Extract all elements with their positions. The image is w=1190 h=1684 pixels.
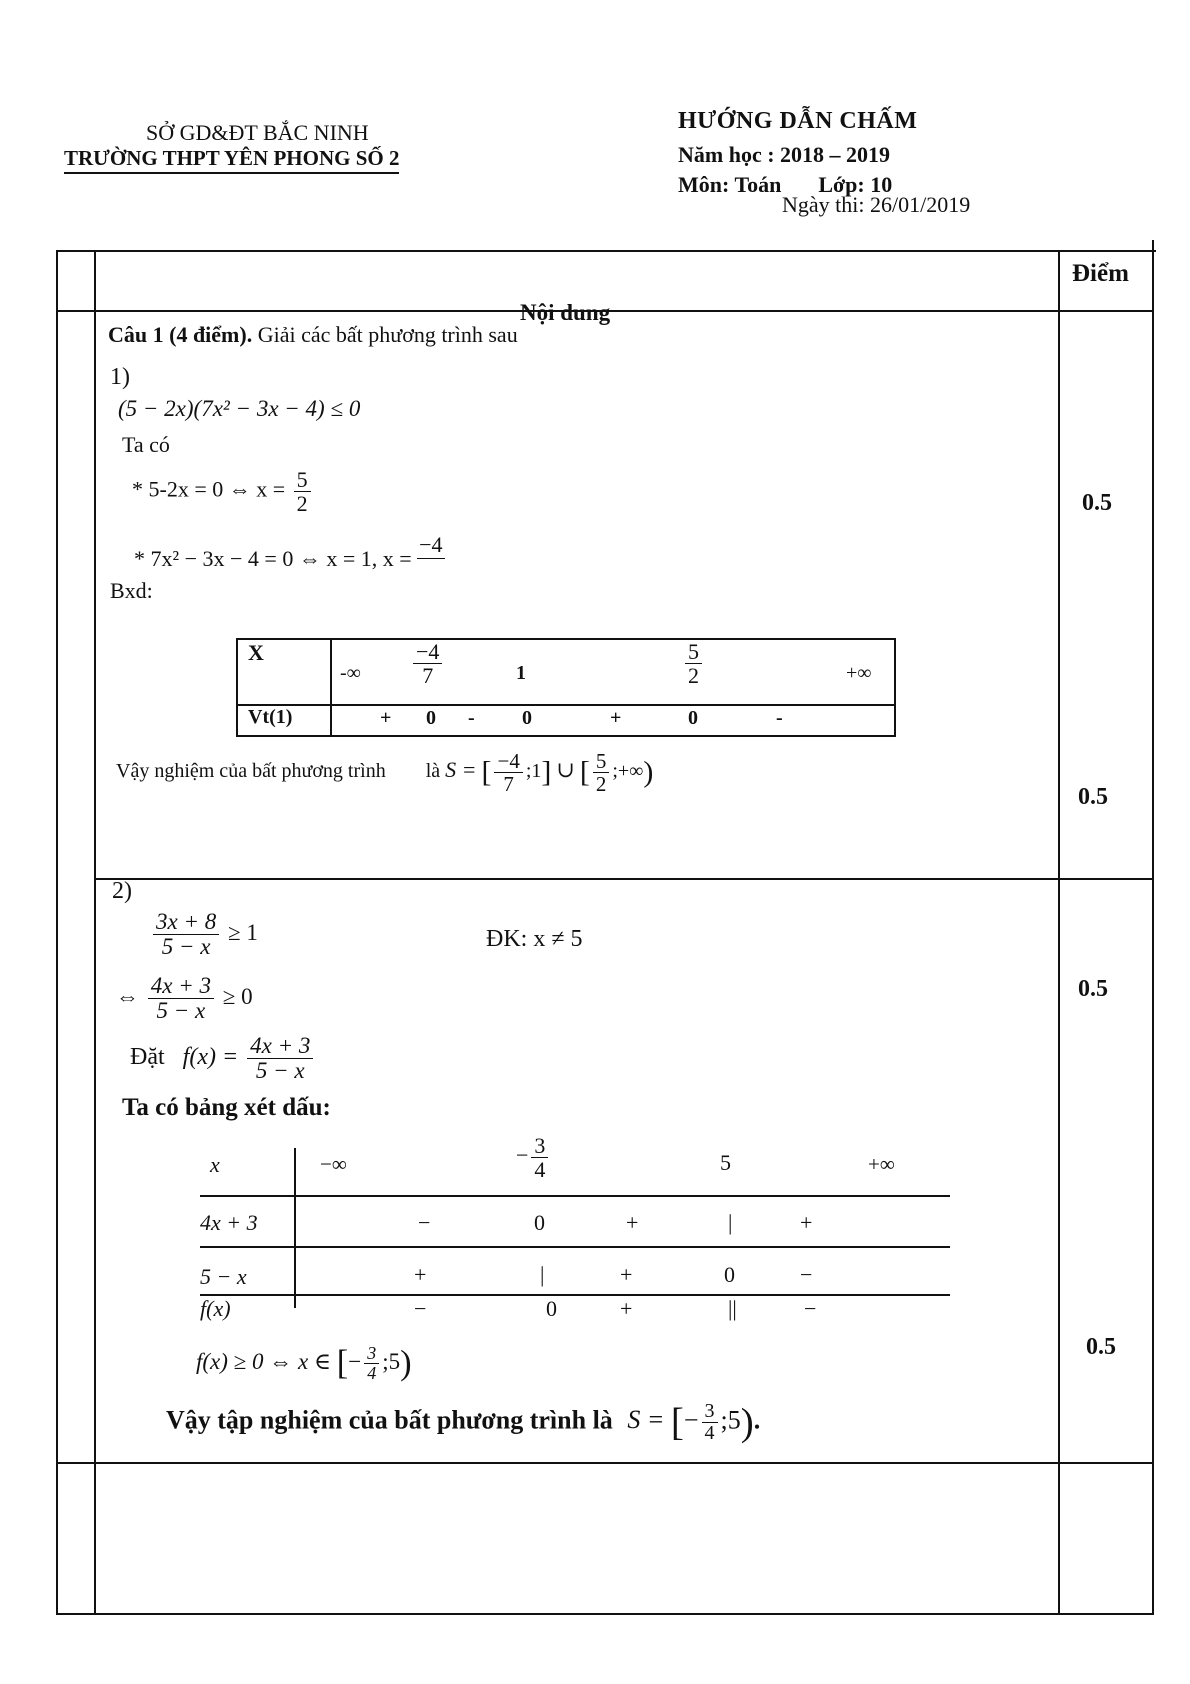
st2-root1-num: 3 (531, 1134, 548, 1158)
ineq-num: 3x + 8 (153, 910, 219, 935)
st2-row2-cell: − (800, 1262, 813, 1287)
part2-table-intro: Ta có bảng xét dấu: (122, 1094, 331, 1121)
department-name: SỞ GD&ĐT BẮC NINH (146, 120, 369, 145)
st2-row1-cell: | (728, 1210, 733, 1235)
part2-result: f(x) ≥ 0 ⇔ x ∈ [− $\frac{3}{4}$ ;5) (196, 1343, 412, 1383)
sign-table-1 (236, 638, 896, 738)
part1-score-b: 0.5 (1078, 784, 1108, 810)
st2-row3-cell: − (804, 1296, 817, 1321)
st2-x-label: x (210, 1152, 220, 1177)
st2-root1-den: 4 (534, 1157, 546, 1183)
st1-pos-inf: +∞ (846, 662, 872, 684)
question1-instruction: Giải các bất phương trình sau (257, 322, 518, 347)
eq2-num: 4x + 3 (148, 974, 214, 999)
st2-pos-inf: +∞ (868, 1152, 895, 1176)
content-header: Nội dung (520, 300, 611, 325)
eq2-den: 5 − x (156, 998, 206, 1024)
part1-s-num2: 5 (593, 750, 610, 773)
question-divider (56, 1462, 1154, 1464)
subject-value: Toán (734, 172, 782, 197)
st1-root1-num: −4 (413, 640, 442, 664)
part1-step2 (134, 532, 445, 572)
dat-label: Đặt (130, 1044, 165, 1071)
st2-neg-inf: −∞ (320, 1152, 347, 1176)
grade-value: 10 (870, 172, 893, 197)
st2-root1 (516, 1134, 551, 1181)
st1-vt-label: Vt(1) (248, 706, 293, 728)
st2-row1-cell: + (800, 1210, 813, 1235)
step1-num: 5 (294, 468, 311, 492)
part1-s-den2: 2 (595, 772, 607, 797)
st1-root2: 1 (516, 662, 526, 684)
part2-condition: ĐK: x ≠ 5 (486, 926, 583, 952)
step1-left: * 5-2x = 0 ⇔ x = (132, 476, 286, 502)
score-header: Điểm (1072, 260, 1129, 287)
part1-set-lhs: S = (445, 757, 477, 783)
conclusion-paren-close: ) (740, 1401, 754, 1444)
st1-root1-den: 7 (422, 663, 434, 689)
part2-equivalent (116, 974, 253, 1023)
st1-sign: + (610, 707, 622, 729)
conclusion-bracket-open: [ (670, 1401, 684, 1444)
result-left: f(x) ≥ 0 ⇔ x ∈ (196, 1348, 332, 1374)
equiv-symbol: ⇔ (116, 983, 139, 1009)
st2-row2-cell: + (414, 1262, 427, 1287)
st1-sign: 0 (522, 707, 532, 729)
conclusion-den: 4 (704, 1422, 715, 1444)
st2-root1-prefix: − (516, 1142, 529, 1168)
part1-conclusion (116, 750, 653, 795)
part1-label: 1) (110, 364, 130, 390)
exam-date (782, 192, 970, 218)
part1-conclusion-text: Vậy nghiệm của bất phương trình (116, 760, 386, 783)
conclusion-num: 3 (702, 1401, 718, 1423)
subject-label: Môn: (678, 172, 730, 197)
part2-conclusion-set: S = (627, 1405, 665, 1435)
part1-ta-co: Ta có (122, 432, 170, 457)
part1-score-a: 0.5 (1082, 490, 1112, 516)
school-year-value: 2018 – 2019 (780, 142, 891, 167)
part1-s-den1: 7 (503, 772, 514, 797)
step2-text: * 7x² − 3x − 4 = 0 ⇔ x = 1, x = (134, 546, 412, 571)
st2-row2-label: 5 − x (200, 1264, 247, 1289)
part1-s-num1: −4 (494, 750, 522, 773)
part2-score-a: 0.5 (1078, 976, 1108, 1002)
step1-den: 2 (296, 491, 308, 517)
table-bottom-border (56, 1613, 1154, 1615)
st1-sign: - (468, 707, 475, 729)
part1-s-end: ;+∞ (612, 760, 644, 783)
table-top-border (56, 250, 1156, 252)
st1-root3-num: 5 (685, 640, 702, 664)
st2-row2-cell: + (620, 1262, 633, 1287)
st1-neg-inf: -∞ (340, 662, 361, 684)
part2-conclusion: Vậy tập nghiệm của bất phương trình là S = [− $\frac{3}{4}$ ;5). (166, 1400, 761, 1444)
st2-row3-cell: || (728, 1296, 737, 1321)
st2-row2-cell: | (540, 1262, 545, 1287)
st2-row3-label: f(x) (200, 1296, 231, 1321)
part2-conclusion-text: Vậy tập nghiệm của bất phương trình là (166, 1405, 613, 1435)
st1-root3-den: 2 (688, 663, 699, 689)
result-num: 3 (364, 1344, 379, 1364)
school-year (678, 142, 890, 168)
st2-row3-cell: − (414, 1296, 427, 1321)
part2-score-b: 0.5 (1086, 1334, 1116, 1360)
eq2-rhs: ≥ 0 (222, 983, 253, 1009)
part1-s-union: ∪ (556, 757, 575, 783)
table-inner-left-border (94, 250, 96, 1615)
paren-close-right: ) (643, 755, 654, 789)
ineq-den: 5 − x (161, 934, 211, 960)
st2-row1-label: 4x + 3 (200, 1210, 258, 1235)
part1-s-mid: ;1 (525, 760, 542, 783)
step1-fraction (294, 468, 311, 515)
exam-date-label: Ngày thi: (782, 192, 865, 217)
grade-label: Lớp: (818, 172, 865, 197)
bracket-open-left: [ (481, 755, 492, 789)
exam-date-value: 26/01/2019 (870, 192, 971, 217)
bracket-close-left: ] (541, 755, 552, 789)
st1-sign: + (380, 707, 392, 729)
table-right-border (1152, 240, 1154, 1615)
step2-num: −4 (419, 532, 443, 557)
st1-sign: - (776, 707, 783, 729)
table-left-border (56, 250, 58, 1615)
part2-inequality (150, 910, 258, 959)
sign-table-2 (200, 1134, 950, 1324)
st2-row1-cell: 0 (534, 1210, 545, 1235)
result-paren-close: ) (400, 1344, 412, 1382)
st2-row3-cell: + (620, 1296, 633, 1321)
st2-row3-cell: 0 (546, 1296, 557, 1321)
st1-root3 (682, 640, 705, 687)
st1-sign: 0 (688, 707, 698, 729)
result-tail: ;5 (382, 1348, 401, 1374)
st2-row1-cell: − (418, 1210, 431, 1235)
part2-label: 2) (112, 878, 132, 904)
table-score-divider (1058, 250, 1060, 1615)
document-title: HƯỚNG DẪN CHẤM (678, 108, 918, 134)
school-year-label: Năm học : (678, 142, 775, 167)
ineq-rhs: ≥ 1 (227, 919, 258, 945)
fx-label: f(x) = (182, 1044, 239, 1071)
school-name: TRƯỜNG THPT YÊN PHONG SỐ 2 (64, 146, 399, 174)
st1-x-label: X (248, 640, 264, 665)
part1-step1 (132, 468, 314, 515)
part1-conclusion-la: là (425, 760, 441, 783)
part1-inequality: (5 − 2x)(7x² − 3x − 4) ≤ 0 (118, 396, 361, 421)
st1-root1 (410, 640, 445, 687)
st1-sign: 0 (426, 707, 436, 729)
dat-num: 4x + 3 (247, 1034, 313, 1059)
part-divider (94, 878, 1154, 880)
result-bracket-open: [ (336, 1344, 349, 1382)
st2-row1-cell: + (626, 1210, 639, 1235)
question1-title (108, 322, 518, 348)
result-den: 4 (367, 1363, 377, 1383)
st2-row2-cell: 0 (724, 1262, 735, 1287)
st2-root2: 5 (720, 1150, 731, 1175)
part2-define-f (130, 1034, 316, 1083)
conclusion-tail: ;5 (720, 1405, 741, 1435)
bracket-open-right: [ (579, 755, 590, 789)
part1-bxd: Bxd: (110, 578, 153, 603)
question1-label: Câu 1 (4 điểm). (108, 322, 253, 347)
dat-den: 5 − x (255, 1058, 305, 1084)
